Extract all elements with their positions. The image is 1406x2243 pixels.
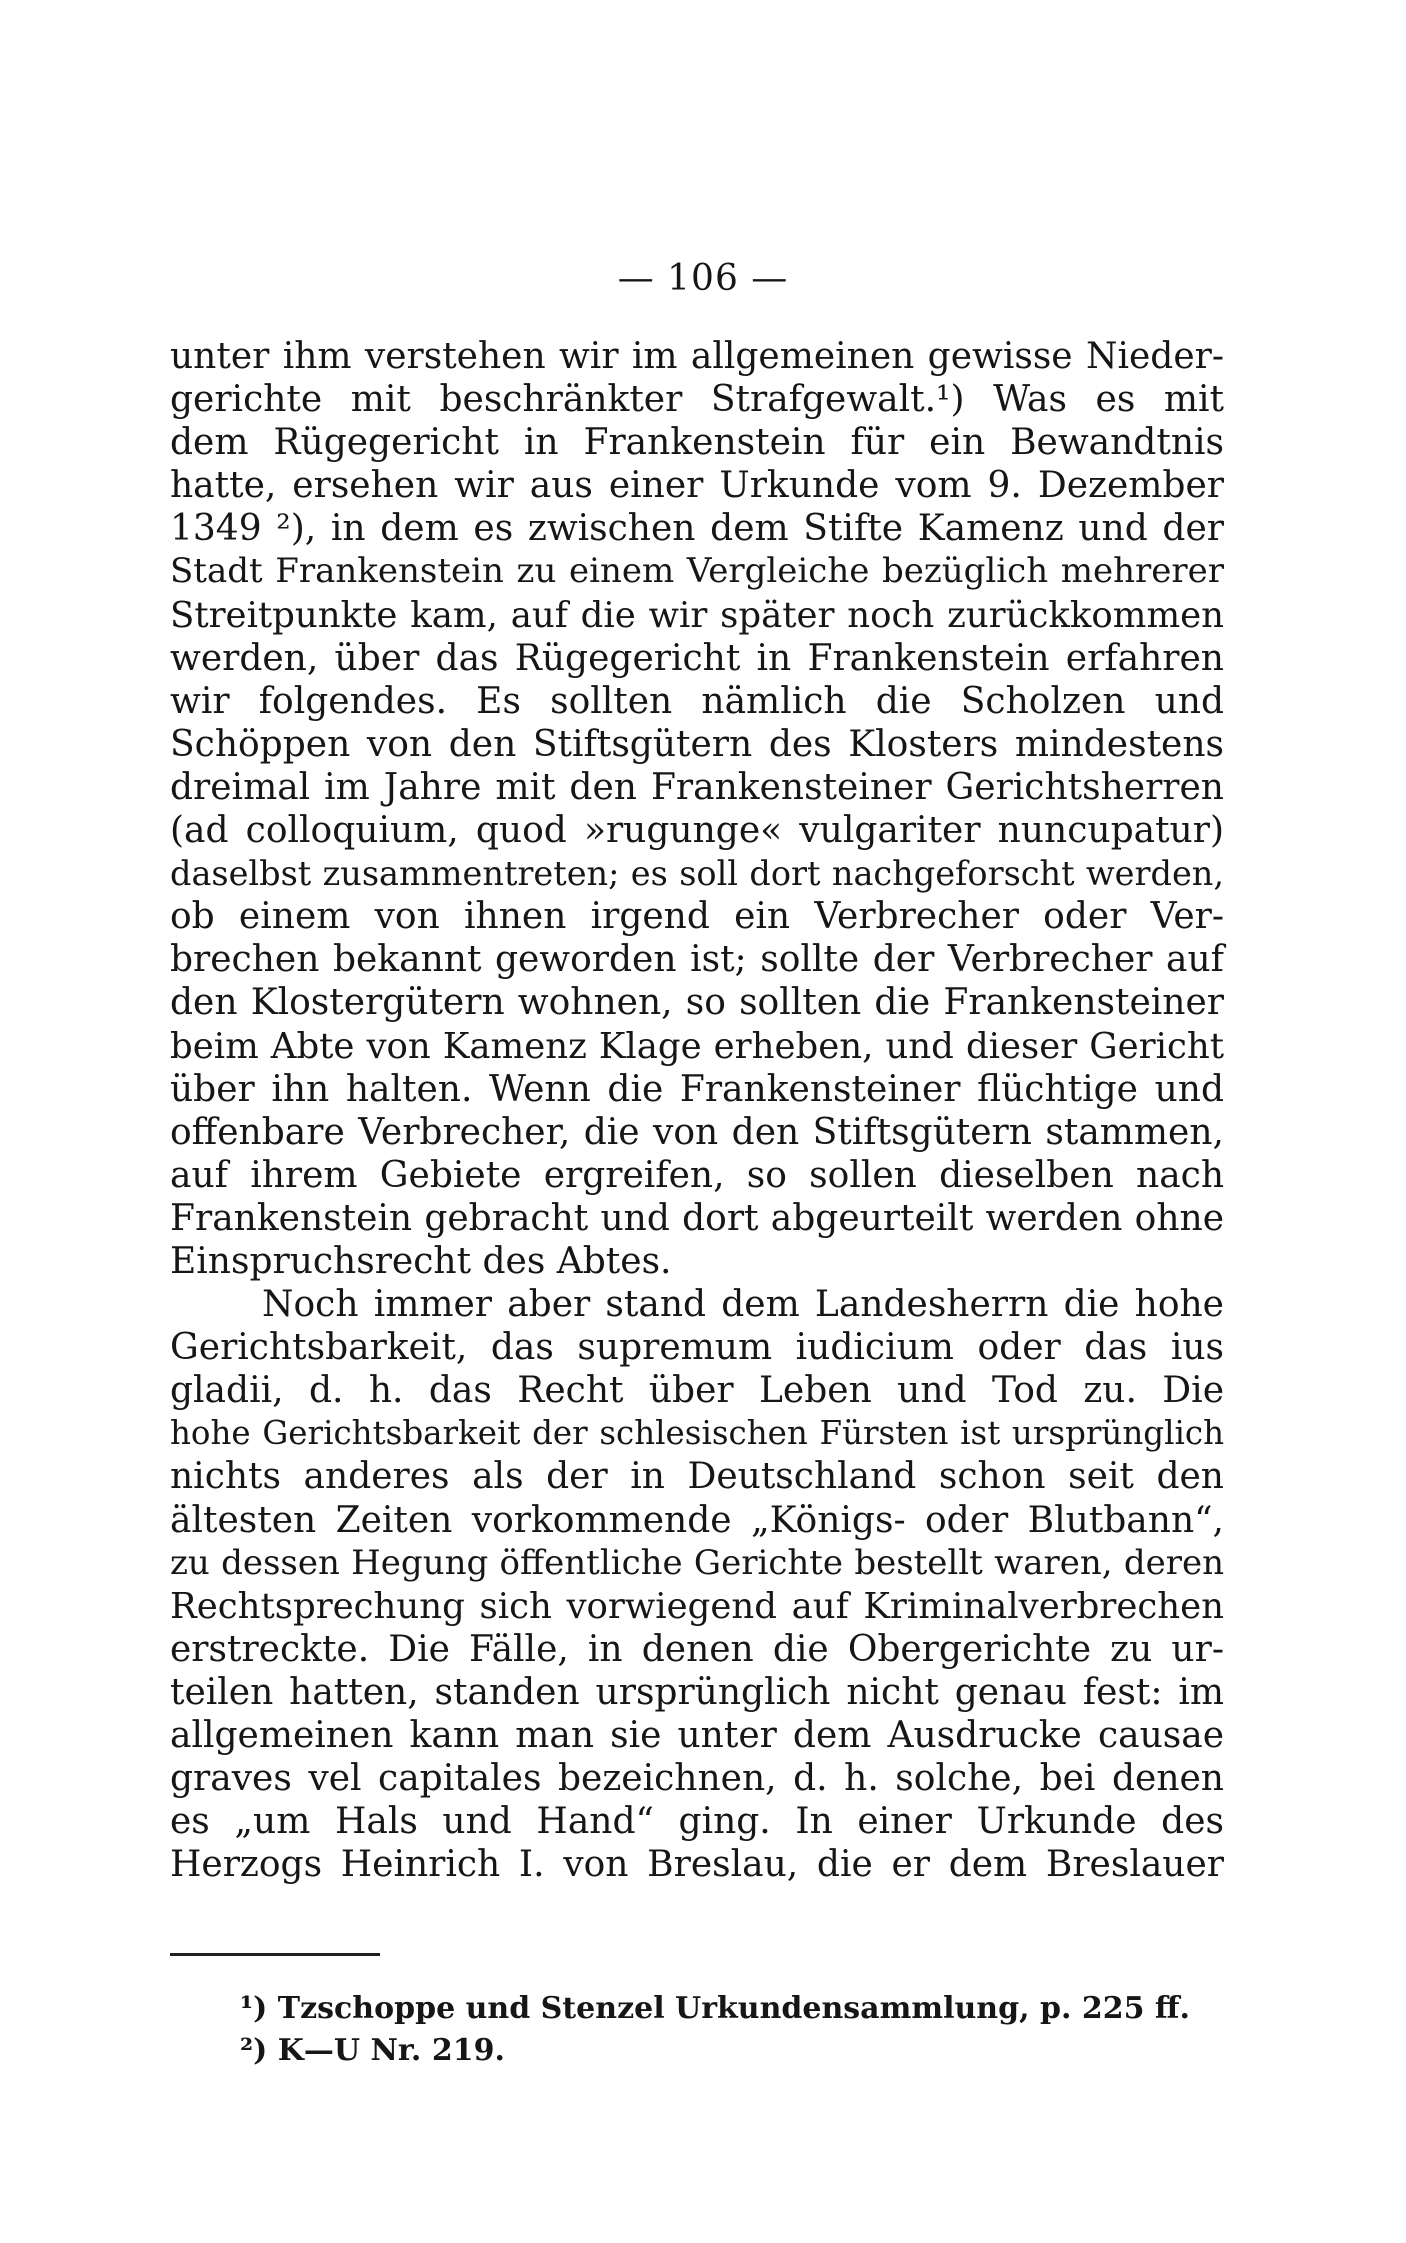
text-line: hohe Gerichtsbarkeit der schlesischen Fürsten ist ursprünglich (170, 1414, 1224, 1453)
text-line: hatte, ersehen wir aus einer Urkunde vom 9. Dezember (170, 465, 1224, 507)
text-line: ältesten Zeiten vorkommende „Königs- oder Blutbann“, (170, 1499, 1224, 1541)
text-line: offenbare Verbrecher, die von den Stiftsgütern stammen, (170, 1111, 1224, 1153)
text-line: über ihn halten. Wenn die Frankensteiner flüchtige und (170, 1068, 1224, 1110)
text-line: (ad colloquium, quod »rugunge« vulgariter nuncupatur) (170, 810, 1224, 852)
text-line: graves vel capitales bezeichnen, d. h. solche, bei denen (170, 1758, 1224, 1800)
text-line: erstreckte. Die Fälle, in denen die Obergerichte zu ur- (170, 1628, 1224, 1670)
text-line: es „um Hals und Hand“ ging. In einer Urkunde des (170, 1801, 1224, 1843)
text-line: gerichte mit beschränkter Strafgewalt.¹) Was es mit (170, 379, 1224, 421)
footnote: ¹) Tzschoppe und Stenzel Urkundensammlung, p. 225 ff. (240, 1991, 1190, 2026)
text-line: unter ihm verstehen wir im allgemeinen gewisse Nieder- (170, 336, 1224, 377)
text-line: den Klostergütern wohnen, so sollten die Frankensteiner (170, 982, 1224, 1024)
text-line: beim Abte von Kamenz Klage erheben, und dieser Gericht (170, 1025, 1224, 1067)
footnotes (240, 1988, 1240, 2072)
text-line: dem Rügegericht in Frankenstein für ein Bewandtnis (170, 422, 1224, 464)
footnote: ²) K—U Nr. 219. (240, 2033, 505, 2068)
text-line: Stadt Frankenstein zu einem Vergleiche bezüglich mehrerer (170, 551, 1224, 592)
text-line: werden, über das Rügegericht in Frankenstein erfahren (170, 637, 1224, 679)
main-text-block (170, 335, 1224, 1886)
text-line: Schöppen von den Stiftsgütern des Klosters mindestens (170, 723, 1224, 765)
text-line: daselbst zusammentreten; es soll dort nachgeforscht werden, (170, 854, 1224, 894)
text-line: Rechtsprechung sich vorwiegend auf Kriminalverbrechen (170, 1585, 1224, 1627)
paragraph-start-line: Noch immer aber stand dem Landesherrn die hohe (262, 1284, 1224, 1326)
text-line: Gerichtsbarkeit, das supremum iudicium oder das ius (170, 1327, 1224, 1369)
text-line: auf ihrem Gebiete ergreifen, so sollen dieselben nach (170, 1154, 1224, 1196)
page-number: — 106 — (617, 258, 789, 299)
text-line: 1349 ²), in dem es zwischen dem Stifte Kamenz und der (170, 508, 1224, 550)
text-line: Herzogs Heinrich I. von Breslau, die er dem Breslauer (170, 1844, 1224, 1886)
text-line: nichts anderes als der in Deutschland schon seit den (170, 1456, 1224, 1498)
text-line: brechen bekannt geworden ist; sollte der Verbrecher auf (170, 939, 1224, 981)
text-line: teilen hatten, standen ursprünglich nicht genau fest: im (170, 1671, 1224, 1713)
text-line: wir folgendes. Es sollten nämlich die Scholzen und (170, 680, 1224, 722)
text-line: dreimal im Jahre mit den Frankensteiner Gerichtsherren (170, 766, 1224, 808)
text-line: zu dessen Hegung öffentliche Gerichte bestellt waren, deren (170, 1542, 1224, 1583)
text-line: Einspruchsrecht des Abtes. (170, 1240, 672, 1282)
text-line: Streitpunkte kam, auf die wir später noch zurückkommen (170, 594, 1224, 636)
footnote-divider (170, 1953, 380, 1956)
text-line: allgemeinen kann man sie unter dem Ausdrucke causae (170, 1715, 1224, 1756)
text-line: Frankenstein gebracht und dort abgeurteilt werden ohne (170, 1197, 1224, 1239)
text-line: gladii, d. h. das Recht über Leben und Tod zu. Die (170, 1370, 1224, 1412)
text-line: ob einem von ihnen irgend ein Verbrecher oder Ver- (170, 896, 1224, 938)
